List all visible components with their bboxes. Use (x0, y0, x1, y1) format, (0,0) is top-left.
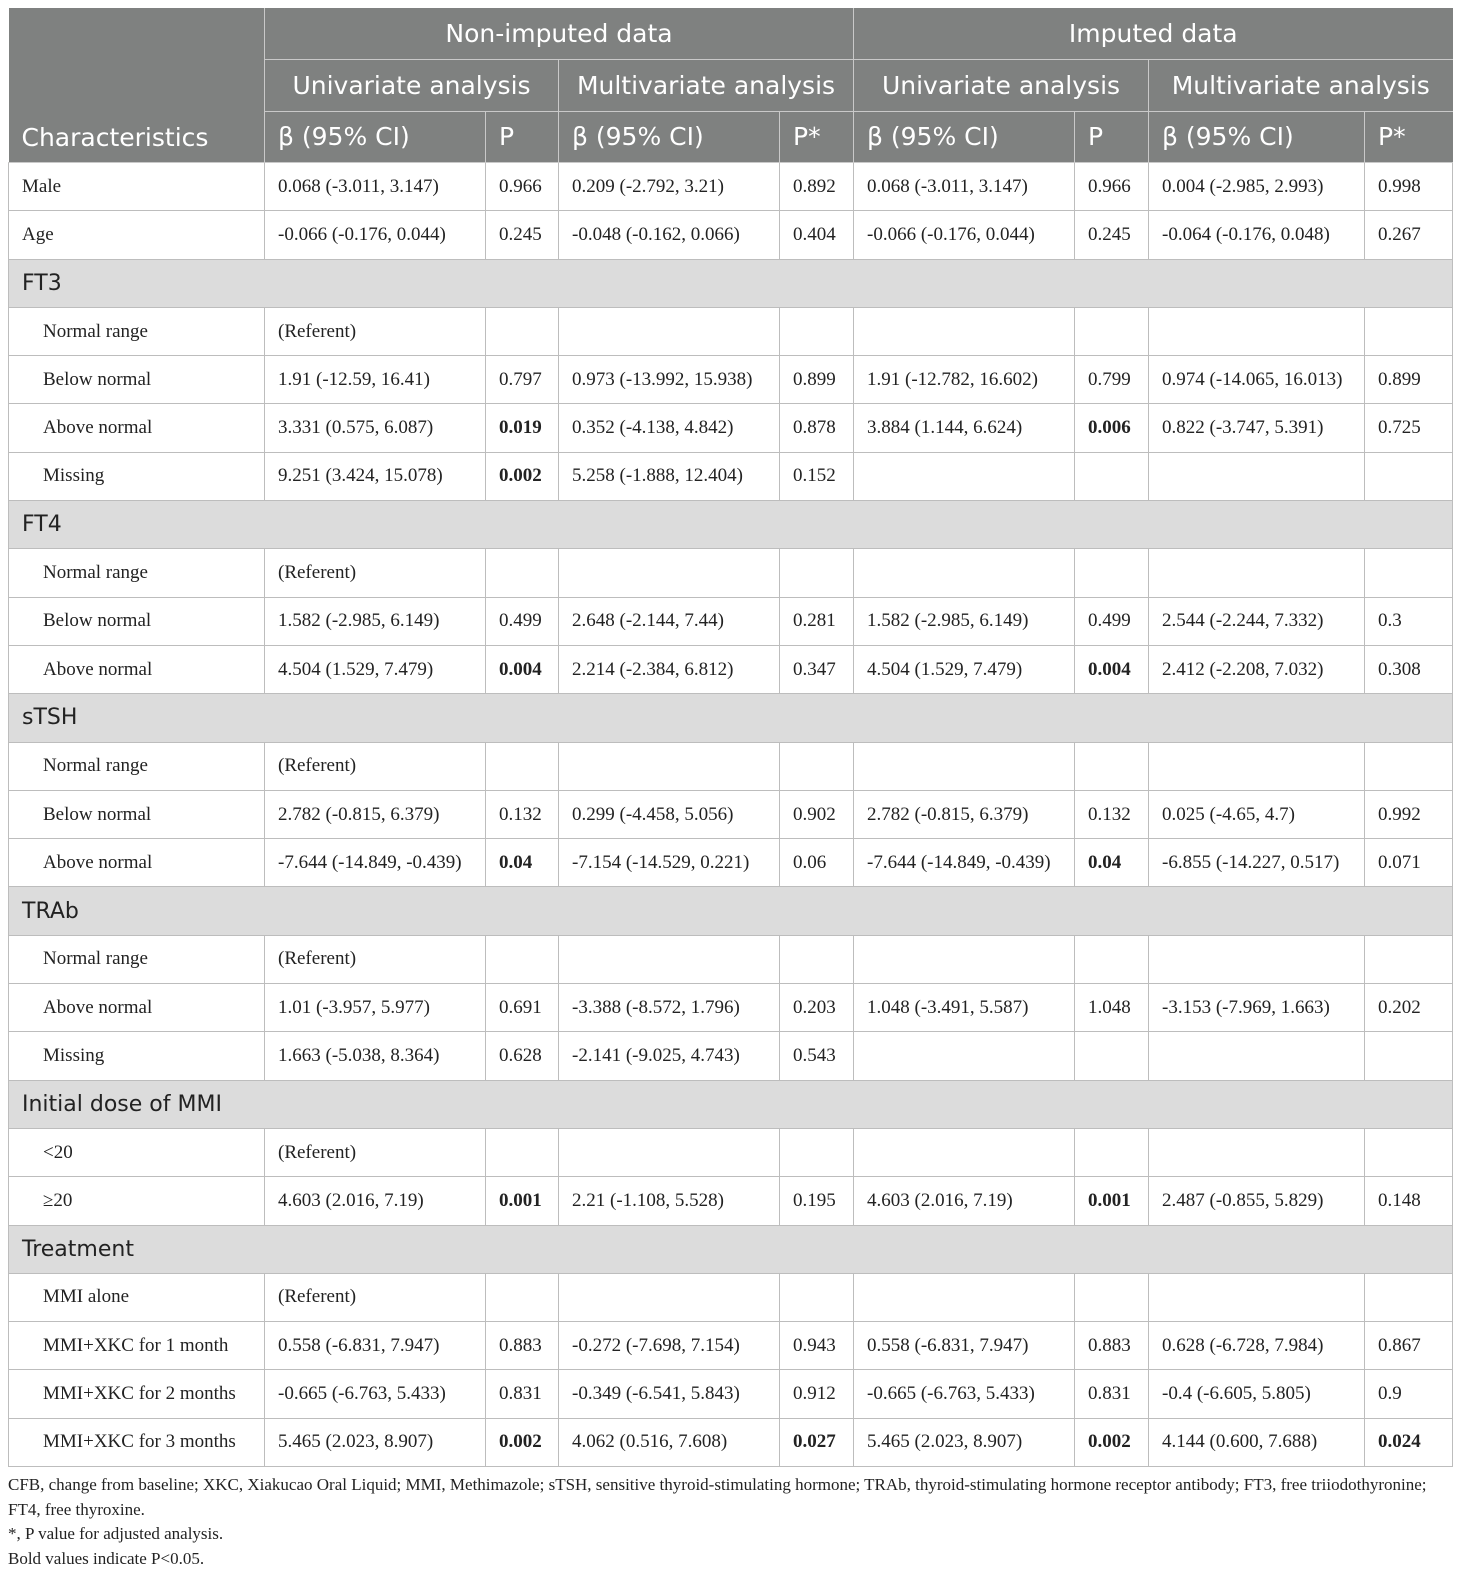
section-label: Initial dose of MMI (9, 1080, 1453, 1128)
analysis-header: Univariate analysis (265, 60, 559, 112)
p-value-cell: 0.404 (780, 211, 854, 259)
footnote-abbreviations: CFB, change from baseline; XKC, Xiakucao Oral Liquid; MMI, Methimazole; sTSH, sensitive thyroid-stimulating hormone; TRAb, thyroid-stimulating hormone receptor antibody; FT3, free triiodothyronine; FT4, free thyroxine. (8, 1475, 1427, 1519)
beta-ci-cell (1149, 935, 1365, 983)
p-value-cell (1365, 935, 1453, 983)
beta-ci-cell: 2.487 (-0.855, 5.829) (1149, 1177, 1365, 1225)
p-value-cell (486, 1273, 559, 1321)
beta-ci-cell (854, 307, 1075, 355)
beta-ci-cell: 0.025 (-4.65, 4.7) (1149, 790, 1365, 838)
beta-ci-cell: 0.822 (-3.747, 5.391) (1149, 404, 1365, 452)
beta-ci-cell: 9.251 (3.424, 15.078) (265, 452, 486, 500)
column-header: P* (1365, 111, 1453, 163)
p-value-cell: 0.024 (1365, 1418, 1453, 1466)
p-value-cell: 0.878 (780, 404, 854, 452)
row-label: ≥20 (9, 1177, 265, 1225)
p-value-cell (780, 307, 854, 355)
beta-ci-cell: -7.644 (-14.849, -0.439) (265, 839, 486, 887)
beta-ci-cell: 4.062 (0.516, 7.608) (559, 1418, 780, 1466)
p-value-cell: 0.725 (1365, 404, 1453, 452)
beta-ci-cell: 0.558 (-6.831, 7.947) (265, 1322, 486, 1370)
p-value-cell: 0.245 (1075, 211, 1149, 259)
p-value-cell: 0.267 (1365, 211, 1453, 259)
row-label: MMI alone (9, 1273, 265, 1321)
beta-ci-cell: 0.352 (-4.138, 4.842) (559, 404, 780, 452)
characteristics-header (9, 8, 265, 163)
table-row (9, 1177, 1453, 1225)
p-value-cell (780, 1273, 854, 1321)
p-value-cell: 0.992 (1365, 790, 1453, 838)
p-value-cell: 0.899 (780, 356, 854, 404)
beta-ci-cell: (Referent) (265, 1273, 486, 1321)
row-label: Missing (9, 1032, 265, 1080)
row-label: Age (9, 211, 265, 259)
p-value-cell: 0.9 (1365, 1370, 1453, 1418)
p-value-cell: 0.892 (780, 163, 854, 211)
beta-ci-cell: 1.663 (-5.038, 8.364) (265, 1032, 486, 1080)
p-value-cell: 0.002 (1075, 1418, 1149, 1466)
beta-ci-cell: 3.331 (0.575, 6.087) (265, 404, 486, 452)
p-value-cell (486, 1128, 559, 1176)
beta-ci-cell (559, 549, 780, 597)
row-label: Above normal (9, 984, 265, 1032)
p-value-cell: 0.966 (1075, 163, 1149, 211)
p-value-cell: 0.132 (486, 790, 559, 838)
p-value-cell: 0.027 (780, 1418, 854, 1466)
table-row (9, 839, 1453, 887)
p-value-cell: 0.499 (486, 597, 559, 645)
p-value-cell: 0.148 (1365, 1177, 1453, 1225)
p-value-cell: 0.347 (780, 645, 854, 693)
beta-ci-cell: 0.973 (-13.992, 15.938) (559, 356, 780, 404)
beta-ci-cell: 2.412 (-2.208, 7.032) (1149, 645, 1365, 693)
beta-ci-cell (854, 549, 1075, 597)
p-value-cell: 0.071 (1365, 839, 1453, 887)
section-header-row (9, 259, 1453, 307)
table-row (9, 1418, 1453, 1466)
p-value-cell: 0.899 (1365, 356, 1453, 404)
table-row (9, 1128, 1453, 1176)
p-value-cell: 0.152 (780, 452, 854, 500)
p-value-cell: 0.004 (1075, 645, 1149, 693)
beta-ci-cell (1149, 1032, 1365, 1080)
p-value-cell: 0.543 (780, 1032, 854, 1080)
p-value-cell (1365, 1273, 1453, 1321)
p-value-cell (1365, 307, 1453, 355)
p-value-cell: 0.797 (486, 356, 559, 404)
table-row (9, 452, 1453, 500)
group-header-imputed: Imputed data (854, 8, 1453, 60)
row-label: MMI+XKC for 1 month (9, 1322, 265, 1370)
beta-ci-cell (854, 452, 1075, 500)
p-value-cell: 1.048 (1075, 984, 1149, 1032)
row-label: Below normal (9, 356, 265, 404)
table-row (9, 163, 1453, 211)
table-row (9, 404, 1453, 452)
beta-ci-cell: 0.628 (-6.728, 7.984) (1149, 1322, 1365, 1370)
p-value-cell (780, 935, 854, 983)
section-label: TRAb (9, 887, 1453, 935)
p-value-cell (1075, 1273, 1149, 1321)
p-value-cell: 0.902 (780, 790, 854, 838)
beta-ci-cell: 0.068 (-3.011, 3.147) (265, 163, 486, 211)
p-value-cell: 0.883 (486, 1322, 559, 1370)
p-value-cell (1365, 1128, 1453, 1176)
analysis-header: Multivariate analysis (1149, 60, 1453, 112)
row-label: Missing (9, 452, 265, 500)
beta-ci-cell: 2.214 (-2.384, 6.812) (559, 645, 780, 693)
results-table-container (8, 8, 1452, 1571)
beta-ci-cell: 1.582 (-2.985, 6.149) (265, 597, 486, 645)
row-label: <20 (9, 1128, 265, 1176)
p-value-cell: 0.002 (486, 452, 559, 500)
table-row (9, 790, 1453, 838)
column-header: P (486, 111, 559, 163)
beta-ci-cell (559, 935, 780, 983)
table-row (9, 742, 1453, 790)
p-value-cell: 0.867 (1365, 1322, 1453, 1370)
p-value-cell: 0.308 (1365, 645, 1453, 693)
table-footnotes (8, 1473, 1452, 1571)
row-label: MMI+XKC for 2 months (9, 1370, 265, 1418)
beta-ci-cell: 0.004 (-2.985, 2.993) (1149, 163, 1365, 211)
beta-ci-cell: 0.558 (-6.831, 7.947) (854, 1322, 1075, 1370)
beta-ci-cell (854, 935, 1075, 983)
footnote-bold: Bold values indicate P<0.05. (8, 1548, 205, 1568)
p-value-cell: 0.799 (1075, 356, 1149, 404)
row-label: Normal range (9, 549, 265, 597)
beta-ci-cell (1149, 742, 1365, 790)
section-header-row (9, 1225, 1453, 1273)
beta-ci-cell: -0.4 (-6.605, 5.805) (1149, 1370, 1365, 1418)
beta-ci-cell: -0.066 (-0.176, 0.044) (854, 211, 1075, 259)
beta-ci-cell (854, 742, 1075, 790)
beta-ci-cell: 1.582 (-2.985, 6.149) (854, 597, 1075, 645)
p-value-cell (486, 307, 559, 355)
p-value-cell: 0.06 (780, 839, 854, 887)
p-value-cell: 0.001 (1075, 1177, 1149, 1225)
beta-ci-cell: 4.504 (1.529, 7.479) (265, 645, 486, 693)
analysis-header: Univariate analysis (854, 60, 1149, 112)
beta-ci-cell: -0.048 (-0.162, 0.066) (559, 211, 780, 259)
row-label: Above normal (9, 404, 265, 452)
row-label: MMI+XKC for 3 months (9, 1418, 265, 1466)
row-label: Normal range (9, 935, 265, 983)
beta-ci-cell: 0.974 (-14.065, 16.013) (1149, 356, 1365, 404)
beta-ci-cell (1149, 1273, 1365, 1321)
row-label: Above normal (9, 839, 265, 887)
beta-ci-cell (559, 307, 780, 355)
beta-ci-cell: 3.884 (1.144, 6.624) (854, 404, 1075, 452)
beta-ci-cell (559, 742, 780, 790)
table-row (9, 1273, 1453, 1321)
table-row (9, 984, 1453, 1032)
table-row (9, 1370, 1453, 1418)
p-value-cell (1075, 549, 1149, 597)
p-value-cell: 0.3 (1365, 597, 1453, 645)
beta-ci-cell: (Referent) (265, 307, 486, 355)
beta-ci-cell (559, 1273, 780, 1321)
row-label: Male (9, 163, 265, 211)
p-value-cell: 0.966 (486, 163, 559, 211)
beta-ci-cell: -7.154 (-14.529, 0.221) (559, 839, 780, 887)
p-value-cell (1075, 452, 1149, 500)
table-row (9, 1032, 1453, 1080)
section-label: sTSH (9, 694, 1453, 742)
beta-ci-cell: -7.644 (-14.849, -0.439) (854, 839, 1075, 887)
section-header-row (9, 501, 1453, 549)
p-value-cell: 0.195 (780, 1177, 854, 1225)
beta-ci-cell: 1.01 (-3.957, 5.977) (265, 984, 486, 1032)
p-value-cell: 0.883 (1075, 1322, 1149, 1370)
p-value-cell: 0.831 (486, 1370, 559, 1418)
beta-ci-cell: -0.064 (-0.176, 0.048) (1149, 211, 1365, 259)
section-header-row (9, 1080, 1453, 1128)
row-label: Above normal (9, 645, 265, 693)
p-value-cell: 0.132 (1075, 790, 1149, 838)
p-value-cell (486, 742, 559, 790)
p-value-cell: 0.628 (486, 1032, 559, 1080)
table-header (9, 8, 1453, 163)
p-value-cell (486, 549, 559, 597)
table-row (9, 549, 1453, 597)
p-value-cell: 0.943 (780, 1322, 854, 1370)
beta-ci-cell: (Referent) (265, 935, 486, 983)
beta-ci-cell (1149, 452, 1365, 500)
p-value-cell: 0.912 (780, 1370, 854, 1418)
beta-ci-cell: 1.91 (-12.59, 16.41) (265, 356, 486, 404)
p-value-cell (780, 1128, 854, 1176)
p-value-cell: 0.002 (486, 1418, 559, 1466)
beta-ci-cell: 5.465 (2.023, 8.907) (854, 1418, 1075, 1466)
section-header-row (9, 694, 1453, 742)
section-label: Treatment (9, 1225, 1453, 1273)
p-value-cell: 0.001 (486, 1177, 559, 1225)
p-value-cell: 0.281 (780, 597, 854, 645)
beta-ci-cell: -0.272 (-7.698, 7.154) (559, 1322, 780, 1370)
p-value-cell (1365, 1032, 1453, 1080)
beta-ci-cell: -6.855 (-14.227, 0.517) (1149, 839, 1365, 887)
p-value-cell: 0.831 (1075, 1370, 1149, 1418)
table-row (9, 1322, 1453, 1370)
beta-ci-cell: 1.048 (-3.491, 5.587) (854, 984, 1075, 1032)
row-label: Below normal (9, 790, 265, 838)
beta-ci-cell (1149, 549, 1365, 597)
column-header: β (95% CI) (559, 111, 780, 163)
p-value-cell (1365, 549, 1453, 597)
p-value-cell: 0.499 (1075, 597, 1149, 645)
p-value-cell (1075, 742, 1149, 790)
beta-ci-cell: 4.603 (2.016, 7.19) (265, 1177, 486, 1225)
beta-ci-cell (1149, 307, 1365, 355)
beta-ci-cell: 0.209 (-2.792, 3.21) (559, 163, 780, 211)
regression-results-table (8, 8, 1453, 1467)
beta-ci-cell: -3.388 (-8.572, 1.796) (559, 984, 780, 1032)
beta-ci-cell (854, 1273, 1075, 1321)
beta-ci-cell (854, 1032, 1075, 1080)
p-value-cell (780, 549, 854, 597)
column-header: P* (780, 111, 854, 163)
beta-ci-cell: -0.066 (-0.176, 0.044) (265, 211, 486, 259)
beta-ci-cell: -0.665 (-6.763, 5.433) (265, 1370, 486, 1418)
beta-ci-cell: -2.141 (-9.025, 4.743) (559, 1032, 780, 1080)
characteristics-header-label: Characteristics (21, 123, 209, 152)
beta-ci-cell: 4.603 (2.016, 7.19) (854, 1177, 1075, 1225)
p-value-cell: 0.006 (1075, 404, 1149, 452)
beta-ci-cell: 0.299 (-4.458, 5.056) (559, 790, 780, 838)
p-value-cell: 0.203 (780, 984, 854, 1032)
beta-ci-cell: 0.068 (-3.011, 3.147) (854, 163, 1075, 211)
table-row (9, 597, 1453, 645)
p-value-cell (1365, 452, 1453, 500)
section-label: FT4 (9, 501, 1453, 549)
p-value-cell (1075, 935, 1149, 983)
beta-ci-cell: 2.648 (-2.144, 7.44) (559, 597, 780, 645)
p-value-cell (780, 742, 854, 790)
beta-ci-cell: 1.91 (-12.782, 16.602) (854, 356, 1075, 404)
beta-ci-cell: -3.153 (-7.969, 1.663) (1149, 984, 1365, 1032)
section-label: FT3 (9, 259, 1453, 307)
beta-ci-cell: (Referent) (265, 1128, 486, 1176)
p-value-cell (486, 935, 559, 983)
p-value-cell (1365, 742, 1453, 790)
p-value-cell: 0.019 (486, 404, 559, 452)
beta-ci-cell (559, 1128, 780, 1176)
p-value-cell (1075, 1128, 1149, 1176)
table-row (9, 307, 1453, 355)
footnote-adjusted: *, P value for adjusted analysis. (8, 1524, 224, 1544)
column-header: β (95% CI) (854, 111, 1075, 163)
table-row (9, 935, 1453, 983)
p-value-cell: 0.245 (486, 211, 559, 259)
beta-ci-cell: 5.258 (-1.888, 12.404) (559, 452, 780, 500)
beta-ci-cell: 4.504 (1.529, 7.479) (854, 645, 1075, 693)
beta-ci-cell (854, 1128, 1075, 1176)
row-label: Normal range (9, 742, 265, 790)
beta-ci-cell: 2.782 (-0.815, 6.379) (854, 790, 1075, 838)
beta-ci-cell: 2.544 (-2.244, 7.332) (1149, 597, 1365, 645)
column-header: β (95% CI) (265, 111, 486, 163)
beta-ci-cell: 2.21 (-1.108, 5.528) (559, 1177, 780, 1225)
table-row (9, 645, 1453, 693)
column-header: P (1075, 111, 1149, 163)
p-value-cell (1075, 1032, 1149, 1080)
beta-ci-cell: 5.465 (2.023, 8.907) (265, 1418, 486, 1466)
p-value-cell: 0.691 (486, 984, 559, 1032)
p-value-cell (1075, 307, 1149, 355)
beta-ci-cell: 4.144 (0.600, 7.688) (1149, 1418, 1365, 1466)
beta-ci-cell (1149, 1128, 1365, 1176)
p-value-cell: 0.04 (1075, 839, 1149, 887)
table-row (9, 356, 1453, 404)
p-value-cell: 0.04 (486, 839, 559, 887)
beta-ci-cell: 2.782 (-0.815, 6.379) (265, 790, 486, 838)
row-label: Normal range (9, 307, 265, 355)
beta-ci-cell: (Referent) (265, 742, 486, 790)
group-header-non-imputed: Non-imputed data (265, 8, 854, 60)
section-header-row (9, 887, 1453, 935)
column-header: β (95% CI) (1149, 111, 1365, 163)
row-label: Below normal (9, 597, 265, 645)
p-value-cell: 0.202 (1365, 984, 1453, 1032)
beta-ci-cell: (Referent) (265, 549, 486, 597)
p-value-cell: 0.998 (1365, 163, 1453, 211)
beta-ci-cell: -0.349 (-6.541, 5.843) (559, 1370, 780, 1418)
beta-ci-cell: -0.665 (-6.763, 5.433) (854, 1370, 1075, 1418)
analysis-header: Multivariate analysis (559, 60, 854, 112)
table-row (9, 211, 1453, 259)
table-body (9, 163, 1453, 1467)
p-value-cell: 0.004 (486, 645, 559, 693)
